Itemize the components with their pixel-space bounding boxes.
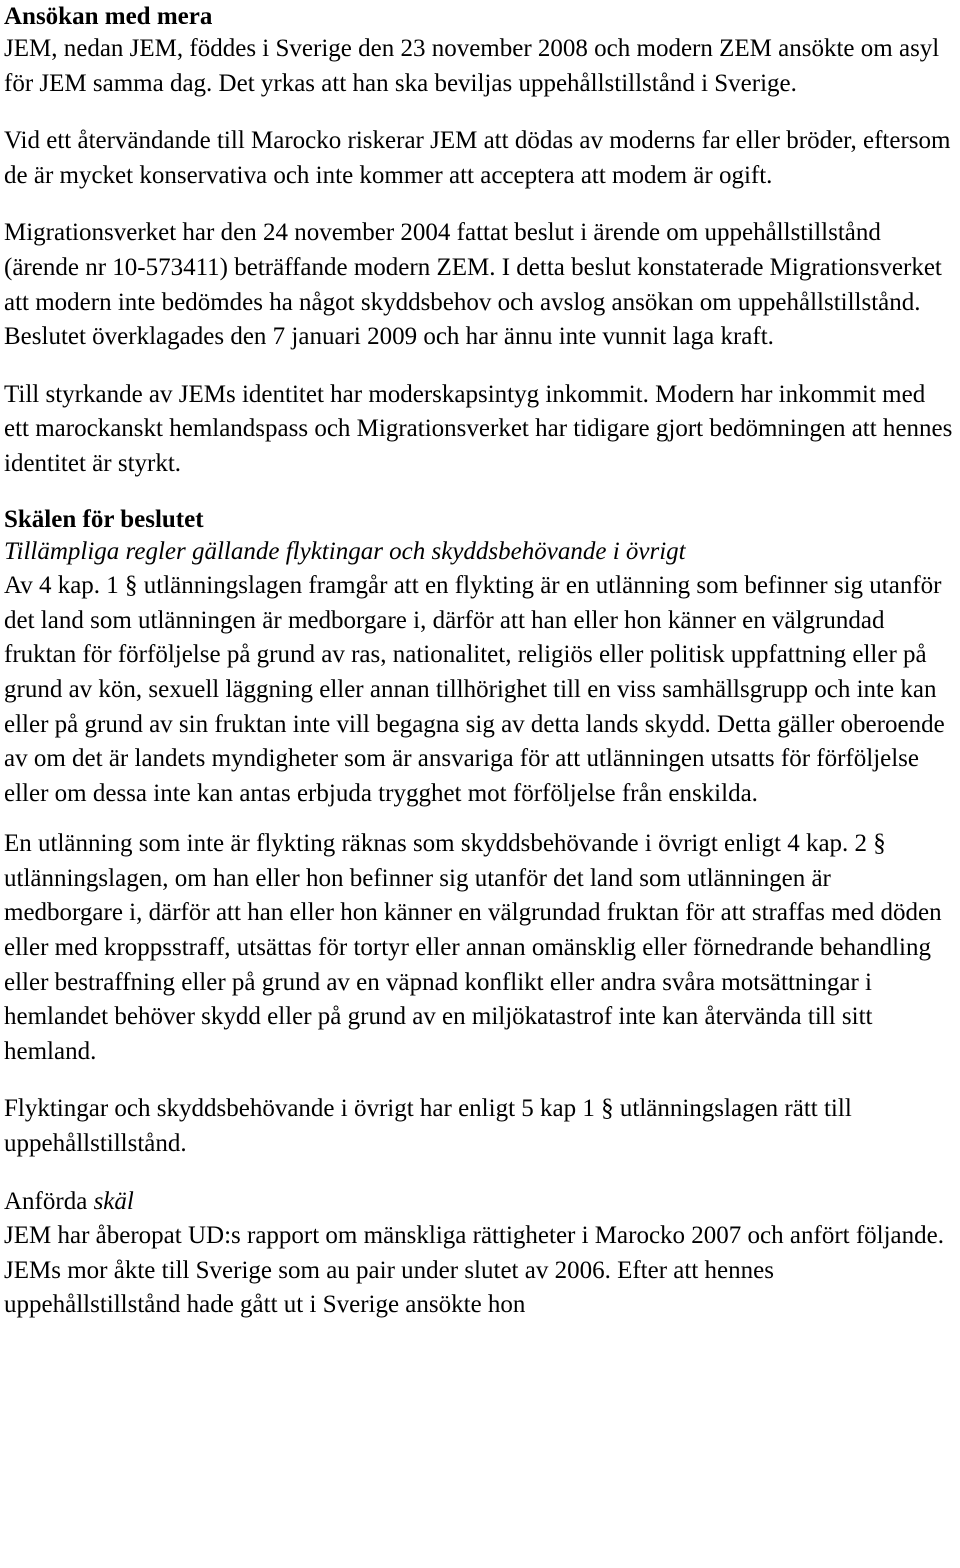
paragraph-skyddsbehovande: En utlänning som inte är flykting räknas som skyddsbehövande i övrigt enligt 4 kap. 2 § utlänningslagen, om han eller hon befinner sig utanför det land som utlänningen är medborgare i, därför att han eller hon känner en välgrundad fruktan för att straffas med döden eller med kroppsstraff, utsättas för tortyr eller annan omänsklig eller förnedrande behandling eller bestraffning eller på grund av en väpnad konflikt eller andra svåra motsättningar i hemlandet behöver skydd eller på grund av en miljökatastrof inte kan återvända till sitt hemland. — [4, 830, 942, 1065]
paragraph-yrkande: JEM, nedan JEM, föddes i Sverige den 23 november 2008 och modern ZEM ansökte om asyl för JEM samma dag. Det yrkas att han ska beviljas uppehållstillstånd i Sverige. — [4, 35, 940, 97]
paragraph-anforda-skal: JEM har åberopat UD:s rapport om mänskliga rättigheter i Marocko 2007 och anfört följande. JEMs mor åkte till Sverige som au pair under slutet av 2006. Efter att hennes uppehållstillstånd hade gått ut i Sverige ansökte hon — [4, 1222, 945, 1319]
heading-anforda-skal — [4, 1185, 956, 1220]
heading-skalen: Skälen för beslutet — [4, 505, 204, 533]
paragraph-risk: Vid ett återvändande till Marocko riskerar JEM att dödas av moderns far eller bröder, eftersom de är mycket konservativa och inte kommer att acceptera att modem är ogift. — [4, 127, 951, 189]
paragraph-flykting-definition: Av 4 kap. 1 § utlänningslagen framgår att en flykting är en utlänning som befinner sig utanför det land som utlänningen är medborgare i, därför att han eller hon känner en välgrundad fruktan för förföljelse på grund av ras, nationalitet, religiös eller politisk uppfattning eller på grund av kön, sexuell läggning eller annan tillhörighet till en viss samhällsgrupp och inte kan eller på grund av sin fruktan inte vill begagna sig av detta lands skydd. Detta gäller oberoende av om det är landets myndigheter som är ansvariga för att utlänningen utsatts för förföljelse eller om dessa inte kan antas erbjuda trygghet mot förföljelse från enskilda. — [4, 572, 945, 807]
paragraph-migrationsverket-beslut: Migrationsverket har den 24 november 2004 fattat beslut i ärende om uppehållstillstånd (ärende nr 10-573411) beträffande modern ZEM. I detta beslut konstaterade Migrationsverket att modern inte bedömdes ha något skyddsbehov och avslog ansökan om uppehållstillstånd. Beslutet överklagades den 7 januari 2009 och har ännu inte vunnit laga kraft. — [4, 219, 942, 351]
paragraph-identitet: Till styrkande av JEMs identitet har moderskapsintyg inkommit. Modern har inkommit med ett marockanskt hemlandspass och Migrationsverket har tidigare gjort bedömningen att hennes identitet är styrkt. — [4, 380, 953, 477]
anforda-label: Anförda — [4, 1187, 88, 1215]
subheading-regler: Tillämpliga regler gällande flyktingar och skyddsbehövande i övrigt — [4, 537, 686, 565]
paragraph-uppehallstillstand: Flyktingar och skyddsbehövande i övrigt har enligt 5 kap 1 § utlänningslagen rätt till uppehållstillstånd. — [4, 1095, 852, 1158]
heading-ansokan: Ansökan med mera — [4, 3, 213, 30]
skal-label: skäl — [93, 1187, 134, 1215]
